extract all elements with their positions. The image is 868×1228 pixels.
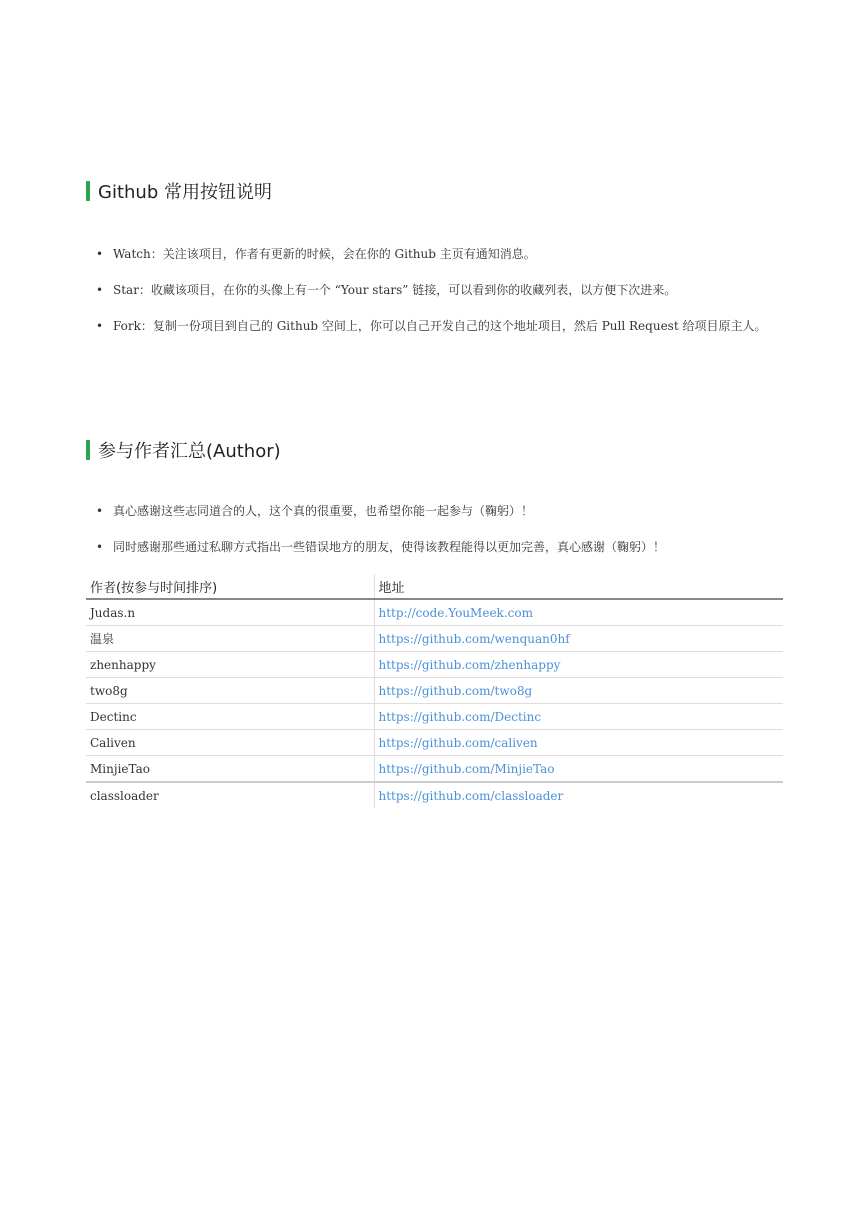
table-row <box>86 756 783 783</box>
list-item-text: 真心感谢这些志同道合的人，这个真的很重要，也希望你能一起参与（鞠躬）！ <box>113 504 534 518</box>
author-link[interactable]: https://github.com/MinjieTao <box>374 756 783 783</box>
author-name: two8g <box>86 678 374 704</box>
bullet-icon: • <box>96 247 104 261</box>
table-row <box>86 730 783 756</box>
heading-accent-bar <box>86 440 90 460</box>
bullet-icon: • <box>96 504 104 518</box>
authors-table-container <box>86 574 783 808</box>
author-link[interactable]: http://code.YouMeek.com <box>374 599 783 626</box>
authors-thanks-list <box>96 497 776 569</box>
authors-table <box>86 574 783 808</box>
bullet-icon: • <box>96 319 104 333</box>
list-item <box>96 533 776 561</box>
section-title: Github 常用按钮说明 <box>98 182 272 203</box>
author-link[interactable]: https://github.com/wenquan0hf <box>374 626 783 652</box>
list-item-text: Fork：复制一份项目到自己的 Github 空间上，你可以自己开发自己的这个地址项目，然后 Pull Request 给项目原主人。 <box>113 319 767 333</box>
bullet-icon: • <box>96 283 104 297</box>
table-row <box>86 652 783 678</box>
table-row <box>86 678 783 704</box>
table-row <box>86 782 783 808</box>
author-name: Dectinc <box>86 704 374 730</box>
header-address: 地址 <box>374 574 783 599</box>
list-item <box>96 312 776 340</box>
list-item <box>96 276 776 304</box>
table-row <box>86 626 783 652</box>
author-link[interactable]: https://github.com/zhenhappy <box>374 652 783 678</box>
author-link[interactable]: https://github.com/caliven <box>374 730 783 756</box>
table-row <box>86 704 783 730</box>
section-heading-github-buttons <box>86 179 272 203</box>
author-link[interactable]: https://github.com/classloader <box>374 782 783 808</box>
table-row <box>86 599 783 626</box>
author-name: zhenhappy <box>86 652 374 678</box>
list-item-text: Watch：关注该项目，作者有更新的时候，会在你的 Github 主页有通知消息。 <box>113 247 536 261</box>
author-name: classloader <box>86 782 374 808</box>
bullet-icon: • <box>96 540 104 554</box>
list-item <box>96 497 776 525</box>
author-link[interactable]: https://github.com/Dectinc <box>374 704 783 730</box>
list-item-text: Star：收藏该项目，在你的头像上有一个 “Your stars” 链接，可以看到你的收藏列表，以方便下次进来。 <box>113 283 677 297</box>
author-link[interactable]: https://github.com/two8g <box>374 678 783 704</box>
author-name: 温泉 <box>86 626 374 652</box>
heading-accent-bar <box>86 181 90 201</box>
table-header-row <box>86 574 783 599</box>
section-title: 参与作者汇总(Author) <box>98 441 281 462</box>
header-author: 作者(按参与时间排序) <box>86 574 374 599</box>
section-heading-authors <box>86 438 281 462</box>
github-buttons-list <box>96 240 776 348</box>
author-name: Judas.n <box>86 599 374 626</box>
list-item-text: 同时感谢那些通过私聊方式指出一些错误地方的朋友，使得该教程能得以更加完善，真心感谢（鞠躬）！ <box>113 540 666 554</box>
author-name: Caliven <box>86 730 374 756</box>
list-item <box>96 240 776 268</box>
author-name: MinjieTao <box>86 756 374 783</box>
